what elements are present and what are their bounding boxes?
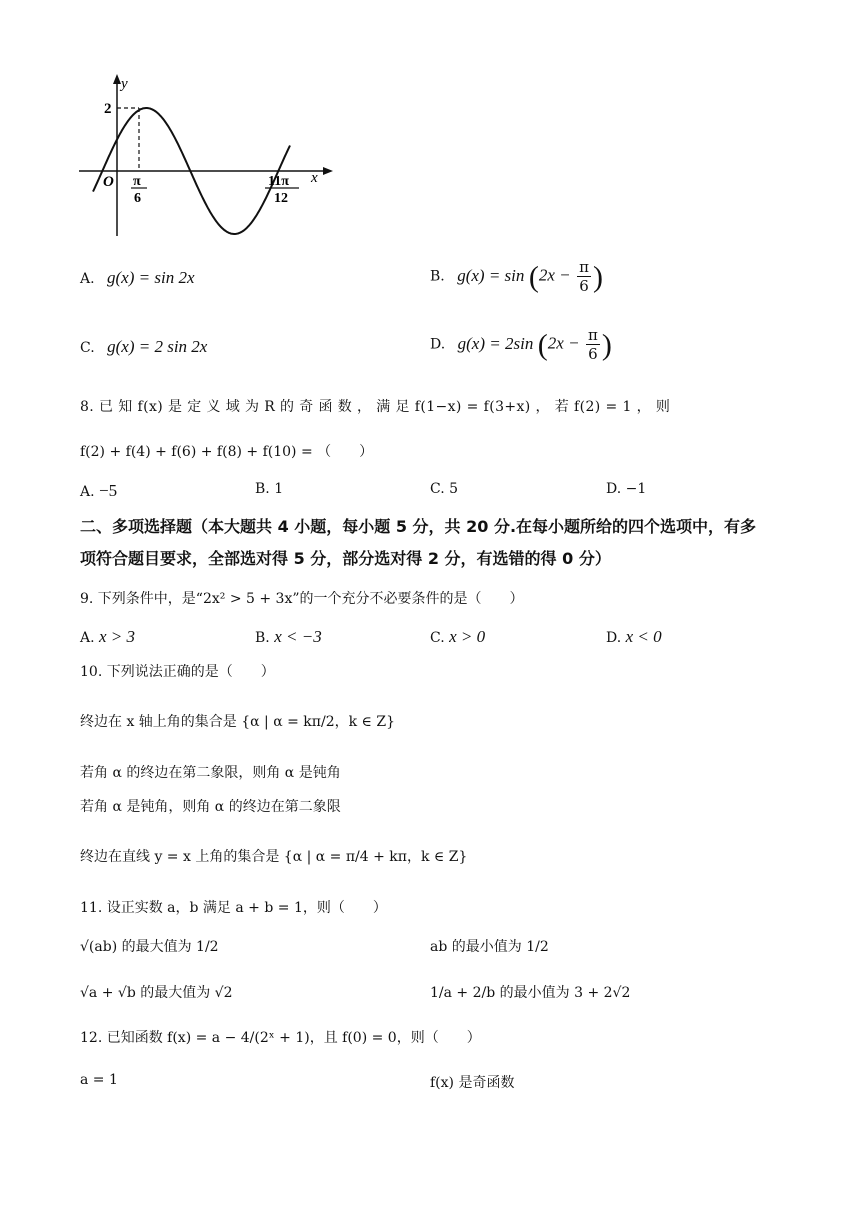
section2-heading-line2: 项符合题目要求，全部选对得 5 分，部分选对得 2 分，有选错的得 0 分） [80,549,611,568]
q7-option-b[interactable]: B. g(x) = sin (2x − $\frac{\pi}{6}$ ) [430,258,603,295]
q7-b-expr: g(x) = sin [457,265,525,285]
q12-stem: 12. 已知函数 f(x) = a − 4/(2ˣ + 1)，且 f(0) = 0，则（ ） [80,1030,481,1046]
x-axis-label: x [311,170,318,186]
option-label: A. [80,271,95,287]
svg-text:11π: 11π [268,174,289,189]
q8-option-c[interactable]: C. 5 [430,481,459,497]
q12-option-a[interactable]: a = 1 [80,1072,118,1088]
option-label: D. [430,336,446,353]
q8-stem-line1: 8. 已 知 f(x) 是 定 义 域 为 R 的 奇 函 数 ， 满 足 f(1−x) = f(3+x) ， 若 f(2) = 1 ， 则 [80,399,671,415]
sine-graph-figure [75,70,345,240]
q8-stem-line2: f(2) + f(4) + f(6) + f(8) + f(10) = （ ） [80,444,374,460]
y-tick-2: 2 [104,101,112,117]
q7-option-a[interactable] [80,268,195,288]
q11-option-c[interactable]: √a + √b 的最大值为 √2 [80,985,233,1001]
q10-option-a[interactable]: 终边在 x 轴上角的集合是 {α | α = kπ/2，k ∈ Z} [80,714,395,730]
q10-option-c[interactable]: 若角 α 是钝角，则角 α 的终边在第二象限 [80,799,341,815]
q10-option-d[interactable]: 终边在直线 y = x 上角的集合是 {α | α = π/4 + kπ，k ∈ Z} [80,849,468,865]
q8-option-b[interactable]: B. 1 [255,481,284,497]
q9-stem: 9. 下列条件中，是“2x² > 5 + 3x”的一个充分不必要条件的是（ ） [80,591,524,607]
q12-option-b[interactable]: f(x) 是奇函数 [430,1075,515,1091]
q8-option-d[interactable]: D. −1 [606,481,647,497]
q10-option-b[interactable]: 若角 α 的终边在第二象限，则角 α 是钝角 [80,765,341,781]
q7-c-expr: g(x) = 2 sin 2x [107,337,208,356]
q7-a-expr: g(x) = sin 2x [107,268,195,287]
svg-text:12: 12 [274,191,288,206]
q7-d-expr: g(x) = 2sin [457,333,534,353]
q10-stem: 10. 下列说法正确的是（ ） [80,664,275,680]
q11-option-b[interactable]: ab 的最小值为 1/2 [430,939,549,955]
q7-option-c[interactable] [80,337,207,357]
q9-option-c[interactable]: C. x > 0 [430,627,486,646]
q11-option-a[interactable]: √(ab) 的最大值为 1/2 [80,939,219,955]
q9-option-a[interactable]: A. x > 3 [80,627,136,646]
origin-label: O [103,174,114,190]
svg-text:6: 6 [134,191,141,206]
svg-text:π: π [133,174,141,189]
option-label: B. [430,268,445,285]
q7-option-d[interactable]: D. g(x) = 2sin (2x − $\frac{\pi}{6}$ ) [430,326,612,363]
section2-heading-line1: 二、多项选择题（本大题共 4 小题，每小题 5 分，共 20 分.在每小题所给的四个选项中，有多 [80,517,757,536]
q8-option-a[interactable]: A. −5 [80,481,118,500]
q9-option-d[interactable]: D. x < 0 [606,627,662,646]
option-label: C. [80,340,95,356]
q11-option-d[interactable]: 1/a + 2/b 的最小值为 3 + 2√2 [430,985,631,1001]
y-axis-label: y [121,76,128,92]
x-tick-pi-over-6 [131,174,147,206]
q11-stem: 11. 设正实数 a，b 满足 a + b = 1，则（ ） [80,900,387,916]
q9-option-b[interactable]: B. x < −3 [255,627,322,646]
